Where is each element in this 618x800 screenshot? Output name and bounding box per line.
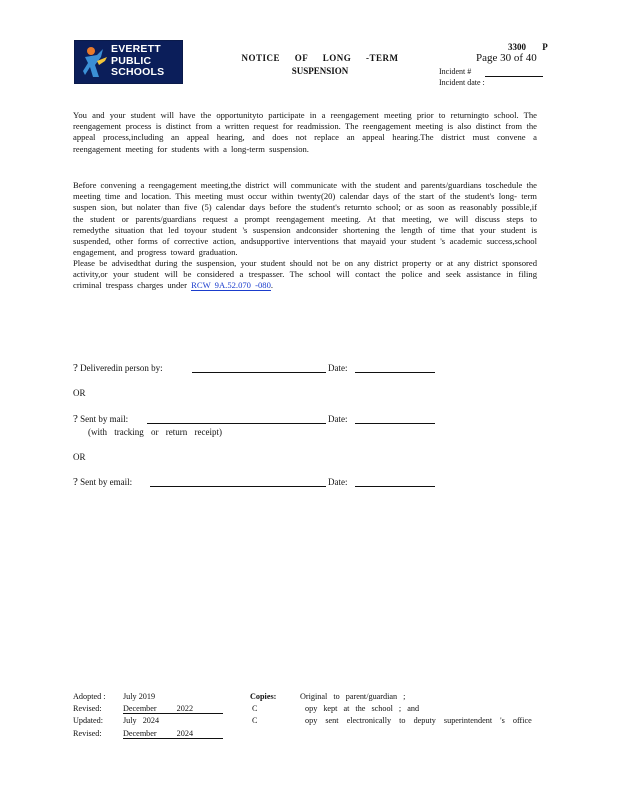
- mail-note: (with tracking or return receipt): [88, 427, 222, 437]
- copy-3-letter: C: [252, 716, 258, 725]
- adopted-value: July 2019: [123, 692, 156, 701]
- in-person-name-field[interactable]: [192, 372, 326, 373]
- logo-line-3: SCHOOLS: [111, 66, 165, 78]
- checkbox-glyph-in-person[interactable]: ?: [73, 362, 78, 374]
- email-label: Sent by email:: [80, 477, 133, 487]
- email-name-field[interactable]: [150, 486, 326, 487]
- logo-line-1: EVERETT: [111, 43, 161, 55]
- copies-label: [250, 692, 276, 701]
- incident-number-label: Incident #: [439, 67, 472, 76]
- copy-2-letter: C: [252, 704, 258, 713]
- or-label-1: OR: [73, 388, 86, 398]
- trespass-paragraph: [73, 258, 537, 292]
- delivered-in-person-row: [73, 362, 163, 374]
- email-date-label: Date:: [328, 477, 348, 487]
- title-line-2: SUSPENSION: [291, 66, 349, 76]
- updated-value: July 2024: [123, 716, 160, 725]
- mail-label: Sent by mail:: [80, 414, 129, 424]
- revised-1-label: Revised:: [73, 704, 102, 713]
- revised-1-value: December 2022: [123, 704, 223, 714]
- or-label-2: OR: [73, 452, 86, 462]
- mail-date-field[interactable]: [355, 423, 435, 424]
- revised-2-value: December 2024: [123, 729, 223, 739]
- rcw-link[interactable]: RCW 9A.52.070 -080: [191, 280, 271, 291]
- trespass-text: Please be advisedthat during the suspension, your student should not be on any district property or at any district sponsored activity,or your student will be considered a trespasser. The school will contact the police and seek assistance in filing criminal trespass charges under: [73, 258, 537, 291]
- policy-letter: P: [542, 42, 548, 52]
- updated-label: Updated:: [73, 716, 104, 725]
- meeting-paragraph: Before convening a reengagement meeting,the district will communicate with the student and parents/guardians toschedule the meeting time and location. This meeting must occur within twenty(20) calendar days of the start of the student's long- term suspen sion, but nolater than five (5) calendar days before the student's returnto school; or as soon as reasonably possible,if the student or parents/guardians request a prompt reengagement meeting. At that meeting, we will discuss steps to remedythe situation that led toyour student 's suspension andconsider shortening the length of time that your student is suspended, other forms of corrective action, andsupportive interventions that mayaid your student 's academic success,school engagement, and progress toward graduation.: [73, 180, 537, 258]
- policy-number-value: 3300: [508, 42, 526, 52]
- email-date-field[interactable]: [355, 486, 435, 487]
- copy-1: Original to parent/guardian ;: [300, 692, 406, 701]
- copy-2: opy kept at the school ; and: [305, 704, 420, 713]
- mail-row: [73, 413, 128, 425]
- in-person-date-field[interactable]: [355, 372, 435, 373]
- policy-number: [508, 42, 548, 52]
- email-row: [73, 476, 132, 488]
- incident-date-label: Incident date :: [439, 78, 485, 87]
- incident-number-field[interactable]: [485, 76, 543, 77]
- adopted-label: Adopted :: [73, 692, 106, 701]
- trespass-end: .: [270, 280, 274, 291]
- copies-label-text: Copies:: [250, 692, 277, 701]
- reengagement-paragraph: You and your student will have the opportunityto participate in a reengagement meeting prior to returningto school. The reengagement process is distinct from a written request for readmission. The reengagement meeting is also distinct from the appeal process,including an appeal hearing, and does not replace an appeal hearing.The district must convene a reengagement meeting for students with a long-term suspension.: [73, 110, 537, 154]
- checkbox-glyph-mail[interactable]: ?: [73, 413, 78, 425]
- document-title: [240, 52, 400, 78]
- in-person-label: Deliveredin person by:: [80, 363, 163, 373]
- page-indicator: Page 30 of 40: [476, 52, 537, 64]
- logo-line-2: PUBLIC: [111, 54, 152, 67]
- checkbox-glyph-email[interactable]: ?: [73, 476, 78, 488]
- figure-logo-icon: [81, 45, 109, 79]
- mail-date-label: Date:: [328, 414, 348, 424]
- copy-3: opy sent electronically to deputy superintendent 's office: [305, 716, 532, 725]
- mail-name-field[interactable]: [147, 423, 326, 424]
- district-logo: [74, 40, 183, 84]
- in-person-date-label: Date:: [328, 363, 348, 373]
- title-line-1: NOTICE OF LONG -TERM: [241, 53, 399, 63]
- revised-2-label: Revised:: [73, 729, 102, 738]
- logo-text: [111, 44, 181, 79]
